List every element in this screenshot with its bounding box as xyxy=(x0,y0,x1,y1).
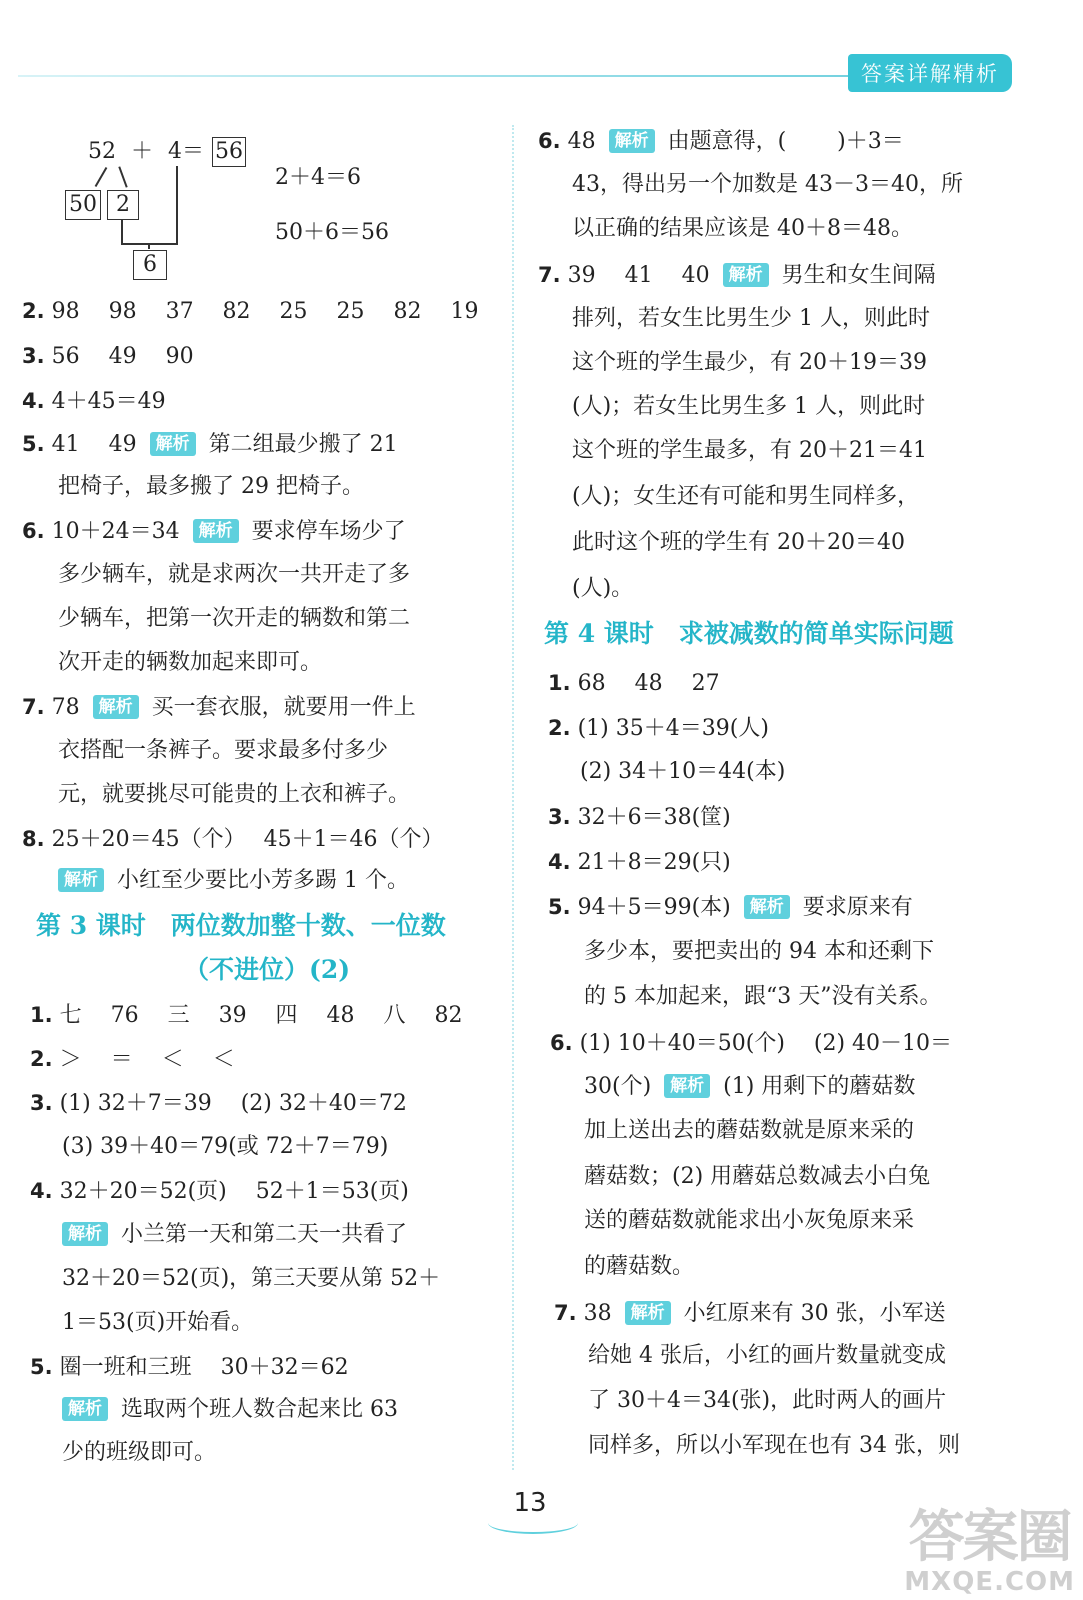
analysis-tag: 解析 xyxy=(609,129,655,153)
diagram-result-box: 56 xyxy=(212,137,246,167)
diagram-line-left xyxy=(121,220,123,244)
page-number: 13 xyxy=(513,1488,547,1518)
left-q6-line2: 多少辆车，就是求两次一共开走了多 xyxy=(58,562,411,587)
right-q7-line3: 这个班的学生最少，有 20＋19＝39 xyxy=(572,350,927,375)
answer-text: 39 41 40 xyxy=(567,263,710,288)
analysis-text: 第二组最少搬了 21 xyxy=(208,432,398,457)
left-q7 xyxy=(22,692,416,723)
diagram-addend-1: 52 xyxy=(88,139,116,164)
analysis-text: 要求停车场少了 xyxy=(251,519,406,544)
diagram-sum-box: 6 xyxy=(133,250,167,280)
q-number: 5. xyxy=(22,432,45,456)
analysis-text: (1) 用剩下的蘑菇数 xyxy=(723,1074,916,1099)
watermark-url: MXQE.COM xyxy=(904,1567,1075,1597)
answer-text: (1) 32＋7＝39 (2) 32＋40＝72 xyxy=(59,1091,407,1116)
s4-q6-line5: 的蘑菇数。 xyxy=(584,1254,695,1279)
left-q6 xyxy=(22,516,406,547)
q-number: 3. xyxy=(548,805,571,829)
q-number: 3. xyxy=(30,1091,53,1115)
left-q6-line4: 次开走的辆数加起来即可。 xyxy=(58,650,323,675)
right-q7-line7: 此时这个班的学生有 20＋20＝40 xyxy=(572,530,905,555)
s4-q6-line4: 送的蘑菇数就能求出小灰兔原来采 xyxy=(584,1208,915,1233)
watermark-logo: 答案圈 xyxy=(908,1505,1071,1570)
s3-q3-line2: (3) 39＋40＝79(或 72＋7＝79) xyxy=(62,1134,389,1159)
s3-q2 xyxy=(30,1044,235,1075)
q-number: 6. xyxy=(538,129,561,153)
s4-q4 xyxy=(548,847,731,878)
answer-text: 98 98 37 82 25 25 82 19 xyxy=(51,299,479,324)
q-number: 5. xyxy=(30,1355,53,1379)
analysis-tag: 解析 xyxy=(62,1397,108,1421)
answer-text: 4＋45＝49 xyxy=(51,389,166,414)
s4-q5 xyxy=(548,892,913,923)
s3-q4 xyxy=(30,1176,409,1207)
analysis-text: 由题意得，( )＋3＝ xyxy=(667,129,904,154)
answer-text: 68 48 27 xyxy=(577,671,720,696)
q-number: 4. xyxy=(30,1179,53,1203)
right-q7-line6: (人)；女生还有可能和男生同样多， xyxy=(572,484,920,509)
analysis-tag: 解析 xyxy=(664,1074,710,1098)
left-q7-line3: 元，就要挑尽可能贵的上衣和裤子。 xyxy=(58,782,411,807)
answer-text: 56 49 90 xyxy=(51,344,194,369)
s4-q6-line2: 加上送出去的蘑菇数就是原来采的 xyxy=(584,1118,915,1143)
answer-text: 10＋24＝34 xyxy=(51,519,180,544)
left-q7-line2: 衣搭配一条裤子。要求最多付多少 xyxy=(58,738,389,763)
column-divider xyxy=(512,125,514,1470)
q-number: 1. xyxy=(30,1003,53,1027)
s3-q5 xyxy=(30,1352,349,1383)
right-q6-line3: 以正确的结果应该是 40＋8＝48。 xyxy=(572,216,913,241)
left-q8-analysis xyxy=(58,866,409,896)
section-heading-3-sub: （不进位）(2) xyxy=(184,955,351,984)
answer-text: 94＋5＝99(本) xyxy=(577,895,731,920)
answer-text: 48 xyxy=(567,129,596,154)
s4-q7-line2: 给她 4 张后，小红的画片数量就变成 xyxy=(588,1343,946,1368)
analysis-text: 小兰第一天和第二天一共看了 xyxy=(121,1222,408,1247)
section-heading-3: 第 3 课时 两位数加整十数、一位数 xyxy=(36,911,446,940)
diagram-plus: ＋ xyxy=(131,139,154,164)
analysis-tag: 解析 xyxy=(625,1301,671,1325)
left-q5-line2: 把椅子，最多搬了 29 把椅子。 xyxy=(58,474,364,499)
diagram-branch-left xyxy=(95,167,108,187)
right-q6 xyxy=(538,126,904,157)
right-q7-line5: 这个班的学生最多，有 20＋21＝41 xyxy=(572,438,927,463)
answer-text: ＞ ＝ ＜ ＜ xyxy=(59,1047,235,1072)
left-q2 xyxy=(22,296,479,327)
analysis-tag: 解析 xyxy=(193,519,239,543)
right-q7-line4: (人)；若女生比男生多 1 人，则此时 xyxy=(572,394,926,419)
diagram-branch-right xyxy=(118,166,127,187)
left-q4 xyxy=(22,386,166,417)
s4-q5-line2: 多少本，要把卖出的 94 本和还剩下 xyxy=(584,939,934,964)
answer-text: 30(个) xyxy=(584,1074,652,1099)
q-number: 3. xyxy=(22,344,45,368)
q-number: 5. xyxy=(548,895,571,919)
q-number: 4. xyxy=(548,850,571,874)
diagram-step-2: 50＋6＝56 xyxy=(275,220,389,245)
s4-q7 xyxy=(554,1298,946,1329)
s4-q7-line3: 了 30＋4＝34(张)，此时两人的画片 xyxy=(588,1388,947,1413)
q-number: 6. xyxy=(550,1031,573,1055)
right-q6-line2: 43，得出另一个加数是 43－3＝40，所 xyxy=(572,172,963,197)
s4-q2 xyxy=(548,713,769,744)
answer-text: (1) 10＋40＝50(个) (2) 40－10＝ xyxy=(579,1031,953,1056)
q-number: 1. xyxy=(548,671,571,695)
watermark xyxy=(904,1505,1075,1597)
analysis-tag: 解析 xyxy=(744,895,790,919)
analysis-text: 小红原来有 30 张，小军送 xyxy=(683,1301,946,1326)
analysis-text: 要求原来有 xyxy=(802,895,913,920)
s4-q6 xyxy=(550,1028,952,1059)
diagram-step-1: 2＋4＝6 xyxy=(275,165,361,190)
q-number: 7. xyxy=(554,1301,577,1325)
analysis-text: 小红至少要比小芳多踢 1 个。 xyxy=(117,868,409,893)
answer-text: (1) 35＋4＝39(人) xyxy=(577,716,769,741)
answer-text: 32＋20＝52(页) 52＋1＝53(页) xyxy=(59,1179,409,1204)
s4-q1 xyxy=(548,668,720,699)
q-number: 2. xyxy=(548,716,571,740)
q-number: 6. xyxy=(22,519,45,543)
right-q7-line8: (人)。 xyxy=(572,576,634,601)
answer-text: 圈一班和三班 30＋32＝62 xyxy=(59,1355,349,1380)
answer-text: 32＋6＝38(筐) xyxy=(577,805,731,830)
s3-q5-analysis xyxy=(62,1395,398,1425)
diagram-ones-box: 2 xyxy=(107,190,139,220)
q-number: 2. xyxy=(22,299,45,323)
s3-q3 xyxy=(30,1088,407,1119)
answer-text: 21＋8＝29(只) xyxy=(577,850,731,875)
diagram-tens-box: 50 xyxy=(65,190,101,220)
s3-q5-line2: 少的班级即可。 xyxy=(62,1440,217,1465)
q-number: 4. xyxy=(22,389,45,413)
left-q3 xyxy=(22,341,194,372)
analysis-tag: 解析 xyxy=(62,1222,108,1246)
s4-q5-line3: 的 5 本加起来，跟“3 天”没有关系。 xyxy=(584,984,942,1009)
s4-q6-line3: 蘑菇数；(2) 用蘑菇总数减去小白兔 xyxy=(584,1164,931,1189)
analysis-tag: 解析 xyxy=(93,695,139,719)
answer-text: 七 76 三 39 四 48 八 82 xyxy=(59,1003,463,1028)
answer-text: 38 xyxy=(583,1301,612,1326)
section-heading-4: 第 4 课时 求被减数的简单实际问题 xyxy=(544,619,954,648)
analysis-text: 买一套衣服，就要用一件上 xyxy=(151,695,416,720)
q-number: 7. xyxy=(22,695,45,719)
s3-q4-analysis xyxy=(62,1220,407,1250)
s3-q1 xyxy=(30,1000,463,1031)
header-tab: 答案详解精析 xyxy=(848,54,1012,92)
s3-q4-line2: 32＋20＝52(页)，第三天要从第 52＋ xyxy=(62,1266,441,1291)
s4-q2-line2: (2) 34＋10＝44(本) xyxy=(580,759,786,784)
answer-text: 25＋20＝45（个） 45＋1＝46（个） xyxy=(51,827,444,852)
diagram-addend-2: 4 xyxy=(168,139,183,164)
s3-q4-line3: 1＝53(页)开始看。 xyxy=(62,1310,254,1335)
analysis-text: 选取两个班人数合起来比 63 xyxy=(121,1397,398,1422)
q-number: 2. xyxy=(30,1047,53,1071)
page-number-arc xyxy=(488,1512,578,1534)
left-q6-line3: 少辆车，把第一次开走的辆数和第二 xyxy=(58,606,411,631)
s4-q7-line4: 同样多，所以小军现在也有 34 张，则 xyxy=(588,1433,960,1458)
analysis-tag: 解析 xyxy=(58,868,104,892)
q-number: 8. xyxy=(22,827,45,851)
s4-q3 xyxy=(548,802,731,833)
answer-text: 41 49 xyxy=(51,432,137,457)
right-q7 xyxy=(538,260,936,291)
left-q5 xyxy=(22,429,398,460)
answer-text: 78 xyxy=(51,695,80,720)
diagram-equals: ＝ xyxy=(182,139,205,164)
left-q8 xyxy=(22,824,444,855)
diagram-equation xyxy=(88,137,204,167)
diagram-line-down xyxy=(148,243,150,249)
diagram-line-right xyxy=(176,166,178,244)
s4-q6-line1 xyxy=(584,1072,915,1102)
analysis-tag: 解析 xyxy=(150,432,196,456)
analysis-text: 男生和女生间隔 xyxy=(781,263,936,288)
q-number: 7. xyxy=(538,263,561,287)
right-q7-line2: 排列，若女生比男生少 1 人，则此时 xyxy=(572,306,930,331)
analysis-tag: 解析 xyxy=(723,263,769,287)
header-rule xyxy=(18,75,898,77)
